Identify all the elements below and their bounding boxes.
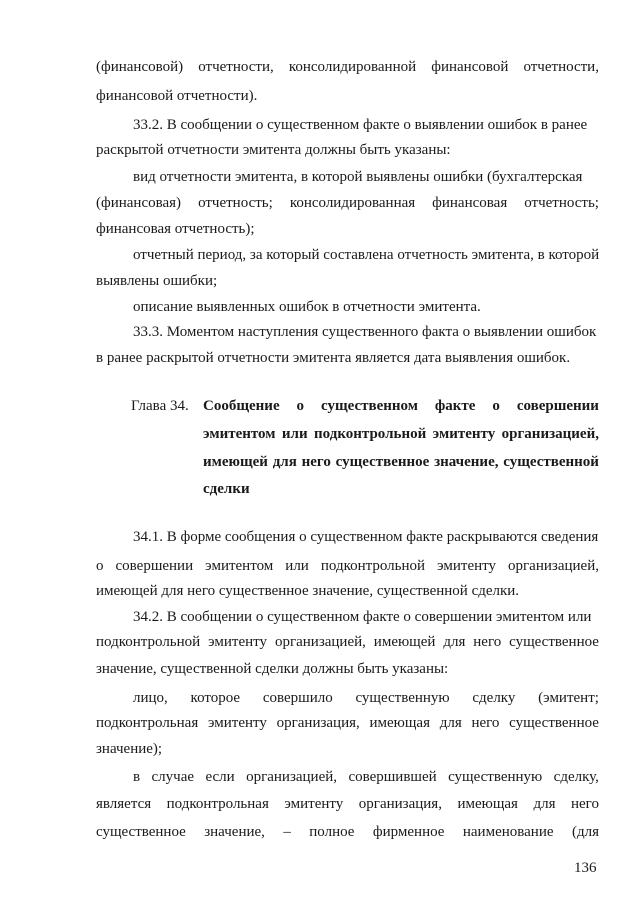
word: –	[283, 824, 291, 840]
heading-line	[203, 424, 599, 444]
word: него	[301, 454, 331, 470]
heading-line	[203, 396, 599, 416]
word: подконтрольная	[96, 715, 199, 731]
text-line	[133, 767, 599, 787]
text-line: отчетный период, за который составлена отчетность эмитента, в которой	[133, 247, 600, 263]
word: консолидированной	[288, 59, 417, 75]
word: организацией,	[274, 634, 366, 650]
word: подконтрольной	[96, 634, 201, 650]
text-line: 33.2. В сообщении о существенном факте о выявлении ошибок в ранее	[133, 117, 588, 133]
text-line: описание выявленных ошибок в отчетности эмитента.	[133, 299, 481, 315]
text-line: раскрытой отчетности эмитента должны быть указаны:	[96, 142, 451, 158]
word: консолидированная	[289, 195, 416, 211]
word: существенную	[448, 769, 543, 785]
word: для	[272, 454, 297, 470]
word: организацией,	[246, 769, 338, 785]
word: (финансовой)	[96, 59, 184, 75]
word: существенное	[96, 824, 186, 840]
word: сделку,	[553, 769, 599, 785]
text-line: значение, существенной сделки должны быть указаны:	[96, 661, 449, 677]
word: эмитентом	[205, 558, 274, 574]
word: подконтрольная	[166, 796, 269, 812]
word: (финансовая)	[96, 195, 182, 211]
word: него	[471, 715, 500, 731]
word: финансовой	[431, 59, 509, 75]
word: подконтрольной	[320, 558, 426, 574]
text-line	[96, 713, 599, 733]
word: эмитенту	[437, 558, 497, 574]
word: для	[533, 796, 556, 812]
text-line	[96, 794, 599, 814]
word: эмитентом	[203, 426, 276, 442]
word: существенное	[509, 715, 599, 731]
text-line: вид отчетности эмитента, в которой выявлены ошибки (бухгалтерская	[133, 169, 583, 185]
word: случае	[151, 769, 195, 785]
word: фирменное	[372, 824, 445, 840]
word: организацией,	[501, 426, 599, 442]
text-line: значение);	[96, 741, 163, 757]
heading-line: сделки	[203, 481, 250, 497]
word: для	[443, 634, 466, 650]
word: эмитенту	[207, 715, 267, 731]
word: организацией,	[508, 558, 599, 574]
word: имеющая	[457, 796, 518, 812]
chapter-label: Глава 34.	[131, 398, 189, 414]
word: полное	[309, 824, 355, 840]
word: о	[96, 558, 104, 574]
word: эмитенту	[284, 796, 344, 812]
heading-line	[203, 452, 599, 472]
text-line: 34.1. В форме сообщения о существенном факте раскрываются сведения	[133, 529, 599, 545]
text-line: в ранее раскрытой отчетности эмитента является дата выявления ошибок.	[96, 350, 571, 366]
word: совершении	[516, 398, 599, 414]
word: о	[296, 398, 305, 414]
page-number: 136	[574, 860, 597, 876]
word: (для	[571, 824, 599, 840]
word: существенное	[509, 634, 599, 650]
text-line	[96, 57, 599, 77]
text-line	[96, 822, 599, 842]
word: него	[570, 796, 599, 812]
word: которое	[190, 690, 241, 706]
word: него	[473, 634, 502, 650]
word: существенное	[335, 454, 430, 470]
word: отчетности,	[523, 59, 599, 75]
word: значение,	[204, 824, 265, 840]
word: существенной	[503, 454, 599, 470]
word: совершило	[262, 690, 333, 706]
word: имеющей	[373, 634, 436, 650]
word: если	[205, 769, 235, 785]
word: для	[439, 715, 462, 731]
word: является	[96, 796, 152, 812]
text-line	[96, 193, 599, 213]
word: финансовая	[432, 195, 508, 211]
text-line: выявлены ошибки;	[96, 273, 218, 289]
word: в	[133, 769, 141, 785]
text-line	[133, 688, 599, 708]
text-line: финансовой отчетности).	[96, 88, 258, 104]
word: эмитенту	[208, 634, 268, 650]
word: существенном	[320, 398, 418, 414]
text-line: финансовая отчетность);	[96, 221, 255, 237]
word: или	[285, 558, 309, 574]
text-line	[96, 556, 599, 576]
word: отчетность;	[198, 195, 273, 211]
word: Сообщение	[203, 398, 280, 414]
text-line	[96, 632, 599, 652]
word: о	[492, 398, 500, 414]
word: организация,	[358, 796, 442, 812]
word: отчетности,	[198, 59, 274, 75]
word: совершении	[115, 558, 194, 574]
word: значение,	[434, 454, 499, 470]
word: сделку	[472, 690, 516, 706]
word: организация,	[276, 715, 360, 731]
word: или	[281, 426, 308, 442]
text-line: 33.3. Моментом наступления существенного факта о выявлении ошибок	[133, 324, 597, 340]
word: существенную	[355, 690, 450, 706]
text-line: имеющей для него существенное значение, существенной сделки.	[96, 583, 520, 599]
word: (эмитент;	[538, 690, 599, 706]
word: лицо,	[133, 690, 168, 706]
word: наименование	[462, 824, 554, 840]
word: совершившей	[348, 769, 437, 785]
text-line: 34.2. В сообщении о существенном факте о совершении эмитентом или	[133, 609, 592, 625]
word: имеющей	[203, 454, 268, 470]
word: имеющая	[369, 715, 430, 731]
word: подконтрольной	[314, 426, 427, 442]
word: факте	[434, 398, 476, 414]
word: эмитенту	[432, 426, 496, 442]
word: отчетность;	[524, 195, 599, 211]
